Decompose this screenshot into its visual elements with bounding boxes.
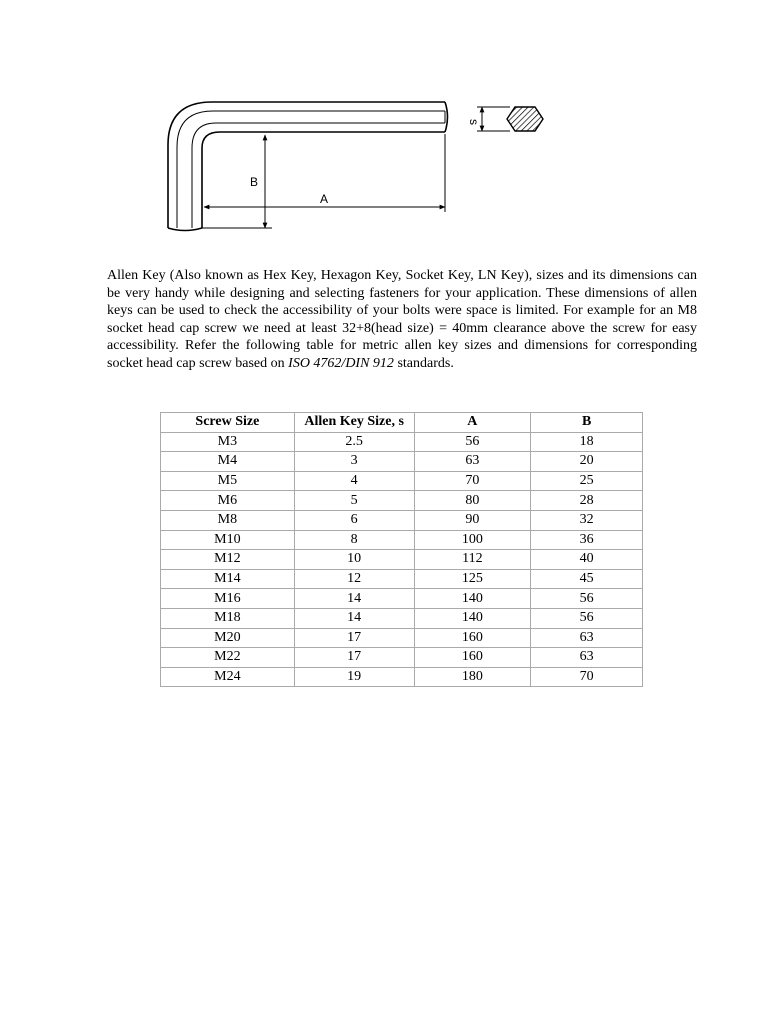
table-cell: M18: [161, 608, 295, 628]
table-cell: M3: [161, 432, 295, 452]
table-header-row: [161, 413, 643, 433]
table-cell: 19: [294, 667, 414, 687]
table-cell: 14: [294, 589, 414, 609]
label-a: A: [320, 192, 329, 206]
table-cell: 20: [531, 452, 643, 472]
header-a: A: [414, 413, 531, 433]
table-cell: 63: [531, 648, 643, 668]
table-row: [161, 491, 643, 511]
table-cell: 25: [531, 471, 643, 491]
table-cell: M8: [161, 510, 295, 530]
table-row: [161, 648, 643, 668]
table-cell: 140: [414, 608, 531, 628]
table-cell: 8: [294, 530, 414, 550]
label-s: s: [467, 119, 481, 125]
table-cell: 2.5: [294, 432, 414, 452]
label-b: B: [250, 175, 259, 189]
table-row: [161, 452, 643, 472]
table-cell: M4: [161, 452, 295, 472]
table-cell: 14: [294, 608, 414, 628]
table-cell: M22: [161, 648, 295, 668]
table-cell: 28: [531, 491, 643, 511]
table-cell: 112: [414, 550, 531, 570]
table-cell: 5: [294, 491, 414, 511]
table-cell: M14: [161, 569, 295, 589]
allen-key-size-table: [160, 412, 643, 687]
table-cell: 10: [294, 550, 414, 570]
table-cell: 140: [414, 589, 531, 609]
table-cell: 63: [414, 452, 531, 472]
table-cell: M24: [161, 667, 295, 687]
table-cell: 160: [414, 628, 531, 648]
table-cell: 40: [531, 550, 643, 570]
table-cell: 56: [531, 608, 643, 628]
table-cell: 56: [414, 432, 531, 452]
table-row: [161, 471, 643, 491]
header-allen-key-size: Allen Key Size, s: [294, 413, 414, 433]
table-cell: 18: [531, 432, 643, 452]
table-row: [161, 432, 643, 452]
table-row: [161, 608, 643, 628]
header-screw-size: Screw Size: [161, 413, 295, 433]
table-cell: 80: [414, 491, 531, 511]
standard-reference: ISO 4762/DIN 912: [288, 355, 394, 371]
hex-cross-section: [507, 107, 543, 131]
allen-key-shape: [168, 102, 448, 231]
table-cell: M16: [161, 589, 295, 609]
table-cell: M10: [161, 530, 295, 550]
table-cell: M5: [161, 471, 295, 491]
table-cell: M6: [161, 491, 295, 511]
paragraph-text: Allen Key (Also known as Hex Key, Hexagon Key, Socket Key, LN Key), sizes and its dimensions can be very handy while designing and selecting fasteners for your application. These dimensions of allen keys can be used to check the accessibility of your bolts were space is limited. For example for an M8 socket head cap screw we need at least 32+8(head size) = 40mm clearance above the screw for easy accessibility. Refer the following table for metric allen key sizes and dimensions for corresponding socket head cap screw based on: [107, 268, 697, 371]
table-cell: 17: [294, 648, 414, 668]
table-row: [161, 589, 643, 609]
table-cell: 32: [531, 510, 643, 530]
table-cell: 70: [414, 471, 531, 491]
table-cell: 125: [414, 569, 531, 589]
table-cell: 45: [531, 569, 643, 589]
table-cell: 12: [294, 569, 414, 589]
description-paragraph: [107, 267, 697, 373]
table-cell: 100: [414, 530, 531, 550]
paragraph-text-end: standards.: [393, 355, 454, 371]
table-cell: M12: [161, 550, 295, 570]
table-cell: 180: [414, 667, 531, 687]
header-b: B: [531, 413, 643, 433]
table-cell: 3: [294, 452, 414, 472]
table-row: [161, 569, 643, 589]
table-cell: 160: [414, 648, 531, 668]
table-cell: 63: [531, 628, 643, 648]
table-row: [161, 510, 643, 530]
table-cell: 17: [294, 628, 414, 648]
dimension-b: [202, 135, 272, 228]
table-cell: 90: [414, 510, 531, 530]
table-row: [161, 628, 643, 648]
table-row: [161, 550, 643, 570]
table-cell: 4: [294, 471, 414, 491]
table-cell: M20: [161, 628, 295, 648]
table-row: [161, 667, 643, 687]
allen-key-diagram: [160, 90, 560, 240]
table-cell: 70: [531, 667, 643, 687]
table-cell: 6: [294, 510, 414, 530]
table-row: [161, 530, 643, 550]
table-cell: 36: [531, 530, 643, 550]
table-cell: 56: [531, 589, 643, 609]
